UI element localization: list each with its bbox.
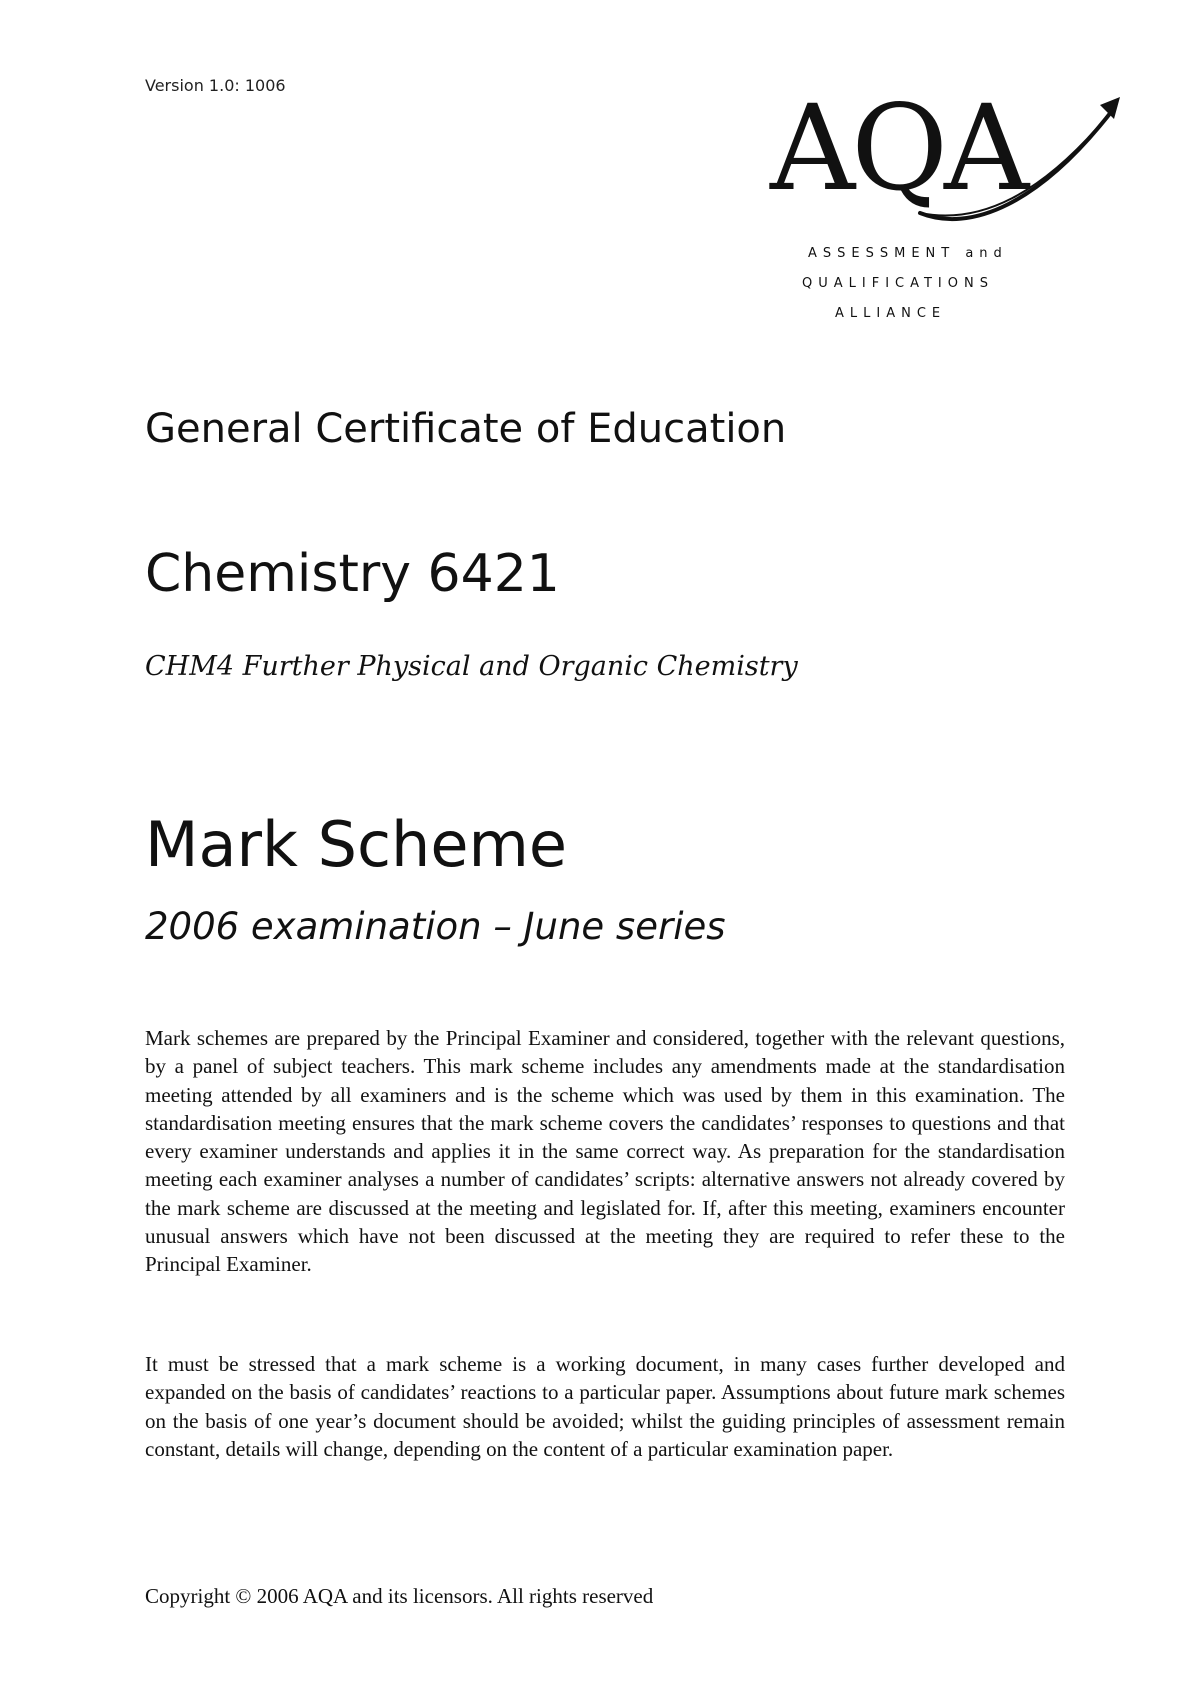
logo-swoosh-icon — [770, 95, 1130, 335]
aqa-logo — [770, 79, 1130, 335]
qualification-title: General Certificate of Education — [145, 406, 787, 452]
version-label: Version 1.0: 1006 — [145, 76, 286, 95]
subject-title: Chemistry 6421 — [145, 544, 560, 604]
logo-tagline-line1: ASSESSMENT and — [808, 246, 1008, 261]
logo-tagline-line2: QUALIFICATIONS — [802, 276, 994, 291]
disclaimer-paragraph: It must be stressed that a mark scheme is a working document, in many cases further developed and expanded on the basis of candidates’ reactions to a particular paper. Assumptions about future mark schemes on the basis of one year’s document should be avoided; whilst the guiding principles of assessment remain constant, details will change, depending on the content of a particular examination paper. — [145, 1352, 1065, 1461]
document-type-title: Mark Scheme — [145, 808, 568, 881]
series-subtitle: 2006 examination – June series — [145, 905, 726, 948]
aqa-wordmark: AQA — [770, 79, 1026, 217]
copyright-notice: Copyright © 2006 AQA and its licensors. All rights reserved — [145, 1584, 654, 1608]
unit-title: CHM4 Further Physical and Organic Chemistry — [145, 651, 798, 682]
intro-paragraph: Mark schemes are prepared by the Principal Examiner and considered, together with the relevant questions, by a panel of subject teachers. This mark scheme includes any amendments made at the standardisation meeting attended by all examiners and is the scheme which was used by them in this examination. The standardisation meeting ensures that the mark scheme covers the candidates’ responses to questions and that every examiner understands and applies it in the same correct way. As preparation for the standardisation meeting each examiner analyses a number of candidates’ scripts: alternative answers not already covered by the mark scheme are discussed at the meeting and legislated for. If, after this meeting, examiners encounter unusual answers which have not been discussed at the meeting they are required to refer these to the Principal Examiner. — [145, 1026, 1065, 1277]
logo-tagline-line3: ALLIANCE — [835, 306, 947, 321]
